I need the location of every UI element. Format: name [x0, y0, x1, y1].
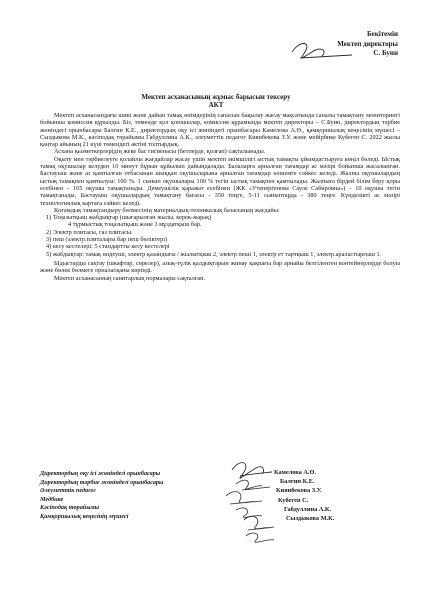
list-item-refrigeration: 1) Тоңазытқыш жабдықтар (шығарылған жылы, керек-жарақ)	[46, 214, 212, 222]
paragraph-meals: Оқыту мен тәрбиелеуге қолайлы жағдайлар жасау үшін мектеп әкімшілігі ыстық тамақты ұйымдастыруға көңіл бөледі. Ыстық тамақ оқушылар келуден 10 минут бұрын құйылып дайындалады. Балаларға арналған тағамдар ас мәзірі бойынша жасалынған. Бастауыш және аз қамтылған отбасынан шыққан оқушыларына арналған тағамдар өлшемге сәйкес келеді. Жалпы оқушылардың ыстық тамақпен қамтылуы: 100 %. 1 сынып оқушылары 100 % тегін ыстық тамақпен қамтылады. Жалпыға бірдей білім беру қоры есебінен – 105 оқушы тамақтанады. Демеушілік қаражат есебінен (ЖК «Утепергенова Сауле Сабировна») – 10 оқушы тегін тамақтанады. Бастауыш оқушылардың тамақтану бағасы - 350 теңге, 5-11 сыныптарда - 380 теңге. Күнделікті ас мәзірі технологиялық картаға сәйкес келеді.	[40, 155, 400, 207]
document-body	[40, 112, 400, 282]
title-line-1: Мектеп асханасының жұмыс барысын тексеру	[141, 93, 291, 101]
signature-kamelova	[232, 463, 272, 479]
signer-title: Қамқоршылық кеңесінің мүшесі	[40, 512, 129, 520]
signature-balgin	[236, 480, 270, 490]
signature-kubegen	[236, 508, 262, 518]
list-item-cutting-tables: 4) кесу кестелері: 5 стандартты кесу кестелері	[46, 243, 170, 251]
signer-name: Габдуллина А.К.	[284, 505, 332, 513]
title-line-2: АКТ	[208, 101, 224, 109]
approval-position: Мектеп директоры	[337, 39, 398, 48]
signer-titles	[40, 470, 170, 522]
signer-title: Әлеуметтік педагог	[40, 487, 96, 495]
paragraph-storage: Ыдыстарды сақтау (шкафтар, сөрелер), азық-түлік қалдықтарын жинау қақпағы бар арнайы белгіленген контейнерлерде болуы және бөлек бөлмеге орналасқаны көрінді.	[40, 259, 400, 275]
paragraph-hygiene: Асхана қызметкерлерідің жеке бас гигиенасы (бетперде, қолғап) сақталынады.	[54, 148, 266, 156]
approval-director: С. Буин	[373, 49, 398, 57]
signer-names	[274, 468, 334, 523]
signer-title: Директордың оқу ісі жөніндегі орынбасары	[40, 470, 161, 477]
signer-name: Кубеген С.	[278, 496, 309, 504]
list-item-refrigeration-detail: 4 тұрмыстық тоңазытқыш және 3 мұздатқыш бар.	[68, 221, 202, 229]
signer-title: Директордың тәрбие жөніндегі орынбасары	[40, 478, 164, 486]
approval-heading: Бекітемін	[366, 30, 398, 38]
list-item-stoves: 2) Электр плитасы, газ плитасы.	[46, 228, 133, 236]
signer-title: Медбике	[40, 495, 64, 503]
signature-gabdullina	[244, 516, 274, 530]
paragraph-facilities: Қоғамдық тамақтандыру бөлмесінің материалдық-техникалық базасының жағдайы:	[54, 206, 280, 214]
signer-name: Сыздыкова М.К.	[286, 515, 335, 523]
paragraph-sanitary: Мектеп асханасының санитарлық нормалары сақталған.	[54, 274, 206, 282]
approval-block	[337, 30, 398, 59]
signature-syzdykova	[246, 533, 274, 542]
signer-name: Камелова А.Ө.	[274, 469, 316, 476]
list-item-equipment: 5) жабдықтар: тамақ өндеуші, электр қазандығы / жылытқыш 2, электр пеші 1, электр ет тартқыш 1, электр.араластырғыш 1.	[46, 250, 382, 258]
signer-name: Балгин К.Е.	[280, 478, 315, 486]
document-title	[0, 93, 432, 109]
signer-name: Киянбекова З.У.	[276, 487, 322, 495]
paragraph-commission: Мектеп асханасындағы шикі және дайын тамақ өнімдерінің сапасын бақылау жасау мақсатында сапалы тамақтану мониторингі бойынша комиссия құрылды. Біз, төменде қол қоюшылар, комиссия құрамында мектеп директоры – С.Буин, директордың тәрбие жөніндегі орынбасары Балгин К.Е., директордың оқу ісі жөніндегі орынбасары Камелова А.Ө., қамқоршылық кеңесінің мүшесі – Сыздыкова М.К., кәсіподақ төрайымы Габдуллина А.К., әлеуметтік педагог Киянбекова З.У. және мейірбике Кубеген С. 2022 жылы қаңтар айының 21 күні төмендегі актіні толтырдық.	[40, 112, 400, 149]
signer-title: Кәсіподақ төрайымы	[40, 504, 100, 512]
list-item-ovens: 3) пеш (электр.плиталары бар пеш бөліктері)	[46, 236, 168, 244]
signature-kiyanbekova	[226, 492, 262, 504]
